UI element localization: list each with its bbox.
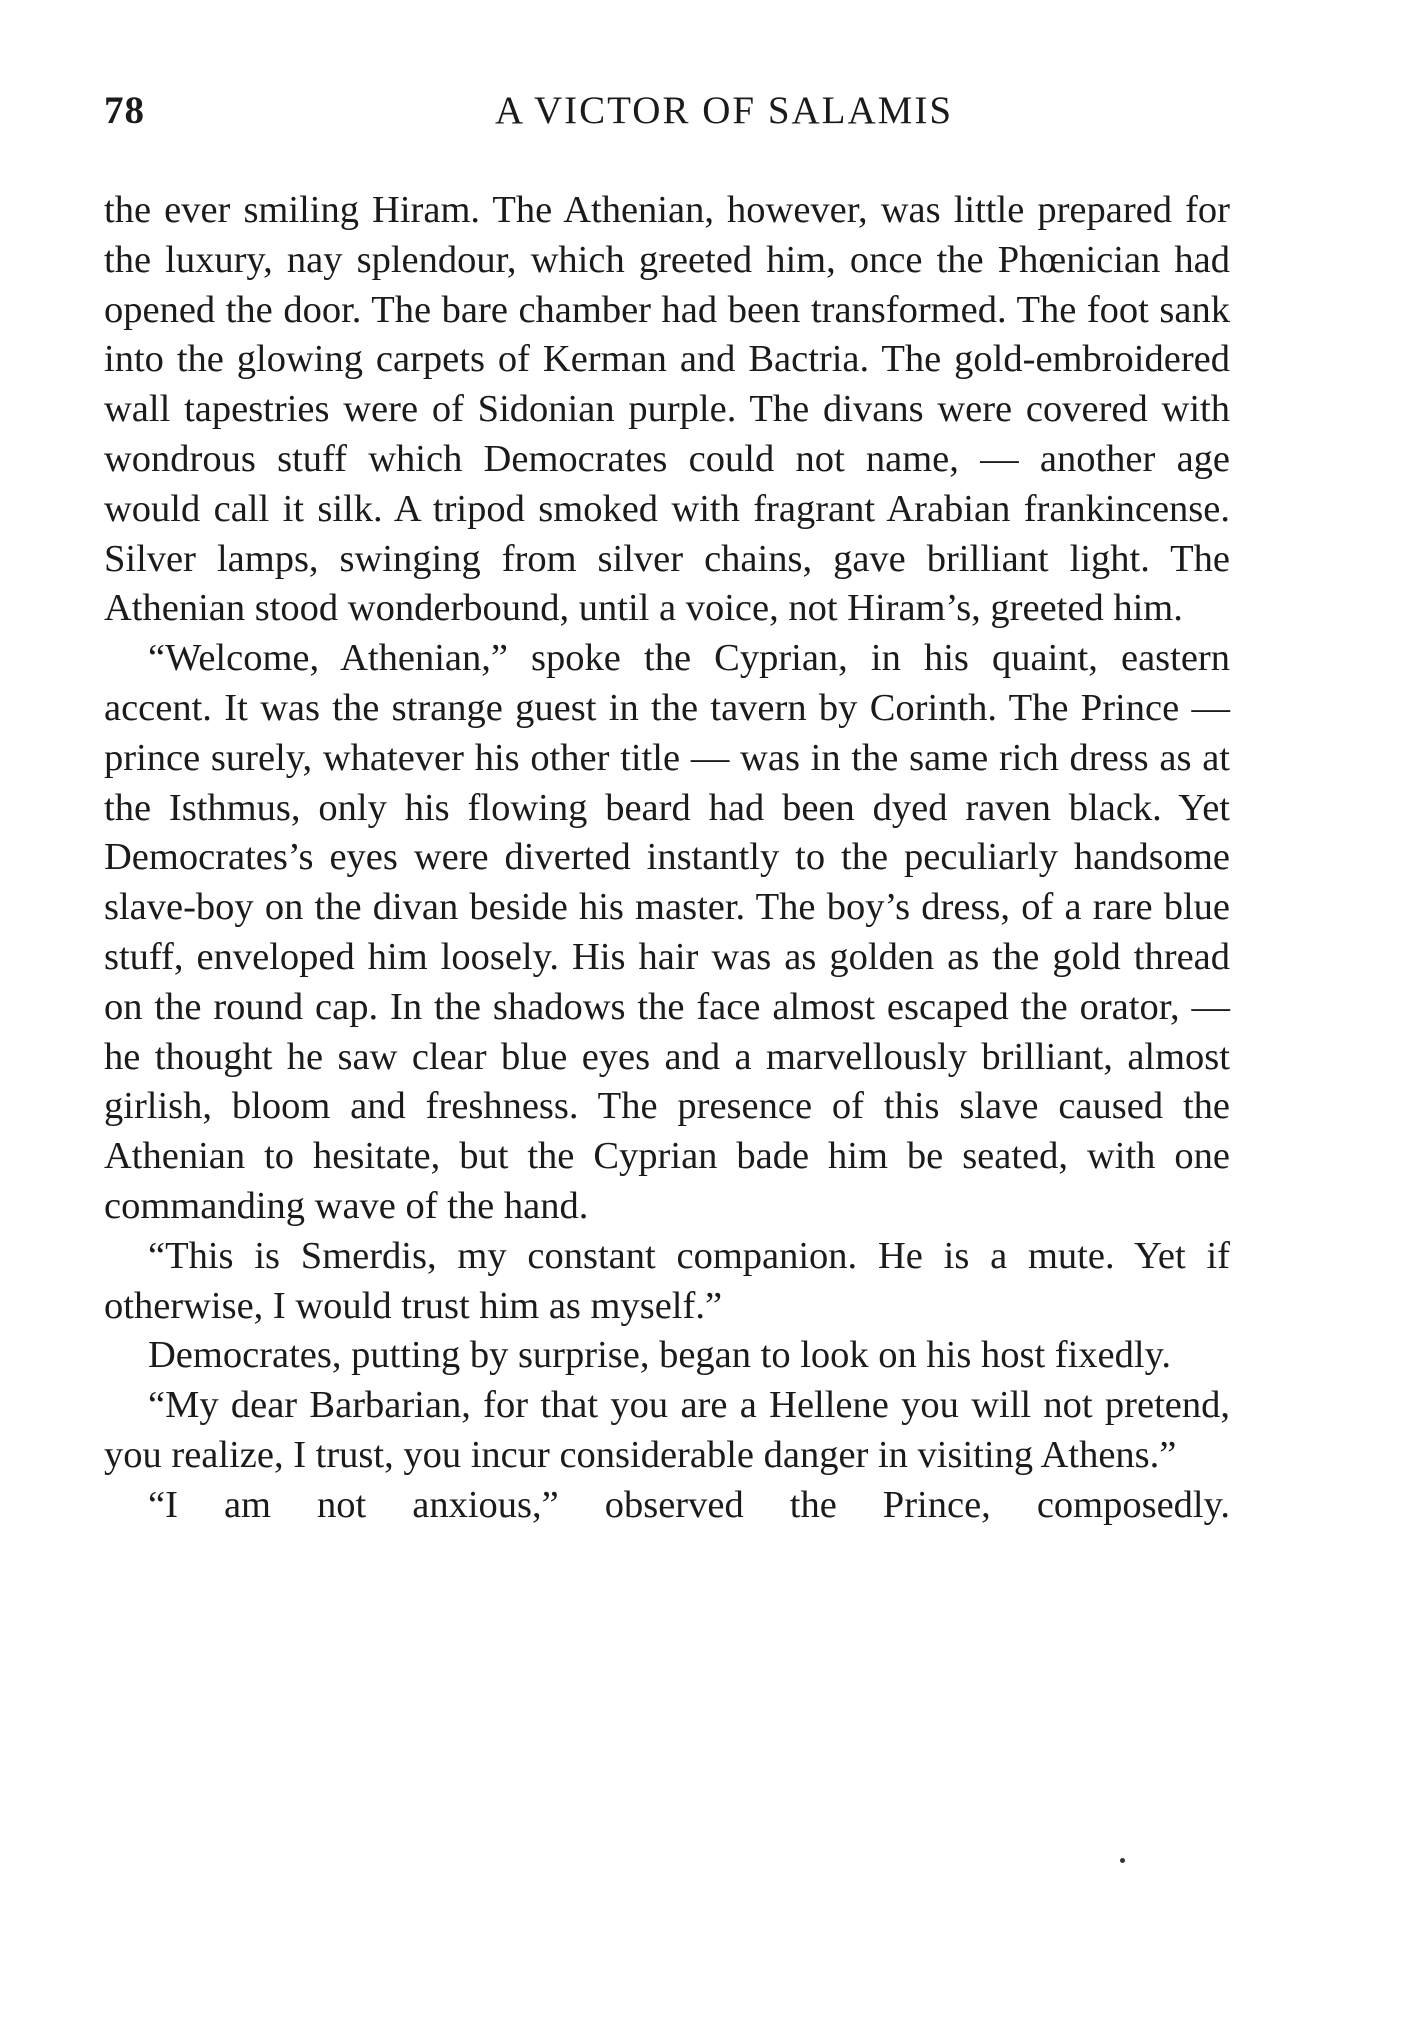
paragraph-4: Democrates, putting by surprise, began to look on his host fixedly. bbox=[148, 1334, 1171, 1377]
paragraph-2: “Welcome, Athenian,” spoke the Cyprian, in his quaint, eastern accent. It was the strange guest in the tavern by Corinth. The Prince — prince surely, whatever his other title — was in the same rich dress as at the Isthmus, only his flowing beard had been dyed raven black. Yet Democrates’s eyes were diverted instantly to the peculiarly handsome slave-boy on the divan beside his master. The boy’s dress, of a rare blue stuff, enveloped him loosely. His hair was as golden as the gold thread on the round cap. In the shadows the face almost escaped the orator, — he thought he saw clear blue eyes and a marvellously brilliant, almost girlish, bloom and freshness. The presence of this slave caused the Athenian to hesitate, but the Cyprian bade him be seated, with one commanding wave of the hand. bbox=[104, 637, 1230, 1227]
paragraph-5: “My dear Barbarian, for that you are a Hellene you will not pretend, you realize, I trust, you incur considerable danger in visiting Athens.” bbox=[104, 1384, 1230, 1476]
ink-speck bbox=[1120, 1858, 1125, 1863]
paragraph-1: the ever smiling Hiram. The Athenian, however, was little prepared for the luxury, nay splendour, which greeted him, once the Phœnician had opened the door. The bare chamber had been transformed. The foot sank into the glowing carpets of Kerman and Bactria. The gold-embroidered wall tapestries were of Sidonian purple. The divans were covered with wondrous stuff which Democrates could not name, — another age would call it silk. A tripod smoked with fragrant Arabian frankincense. Silver lamps, swinging from silver chains, gave brilliant light. The Athenian stood wonderbound, until a voice, not Hiram’s, greeted him. bbox=[104, 189, 1230, 630]
page-body bbox=[104, 186, 1230, 1531]
paragraph-3: “This is Smerdis, my constant companion. He is a mute. Yet if otherwise, I would trust him as myself.” bbox=[104, 1234, 1230, 1327]
running-title: A VICTOR OF SALAMIS bbox=[494, 89, 954, 132]
page-number: 78 bbox=[104, 89, 145, 132]
page-header bbox=[104, 88, 1234, 144]
paragraph-6: “I am not anxious,” observed the Prince, composedly. bbox=[148, 1483, 1230, 1526]
